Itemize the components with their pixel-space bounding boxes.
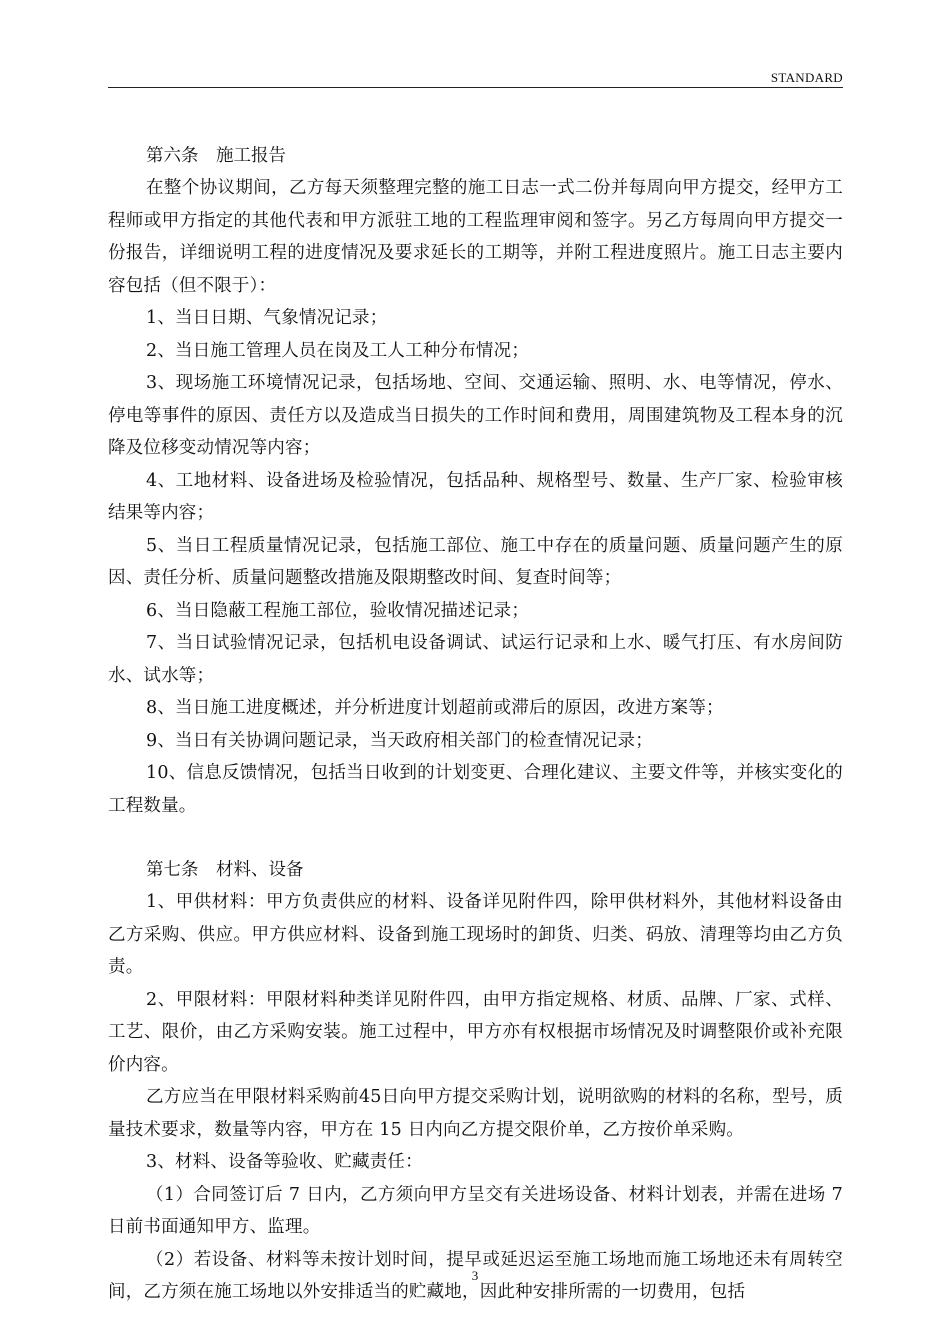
list-item: 8、当日施工进度概述，并分析进度计划超前或滞后的原因，改进方案等；	[146, 698, 724, 718]
paragraph: 1、甲供材料：甲方负责供应的材料、设备详见附件四，除甲供材料外，其他材料设备由乙方采购、供应。甲方供应材料、设备到施工现场时的卸货、归类、码放、清理等均由乙方负责。	[108, 892, 843, 977]
document-body	[108, 140, 843, 1309]
list-item: 1、当日日期、气象情况记录；	[146, 308, 388, 328]
header-text: STANDARD	[770, 70, 843, 85]
section-heading: 第六条 施工报告	[146, 146, 286, 166]
list-item: 9、当日有关协调问题记录，当天政府相关部门的检查情况记录；	[146, 730, 653, 751]
section-spacer	[108, 822, 843, 854]
list-item: 2、当日施工管理人员在岗及工人工种分布情况；	[146, 340, 530, 361]
page-header	[108, 70, 843, 86]
paragraph: 乙方应当在甲限材料采购前45日向甲方提交采购计划，说明欲购的材料的名称，型号，质量技术要求，数量等内容，甲方在 15 日内向乙方提交限价单，乙方按价单采购。	[108, 1087, 843, 1140]
section-6	[108, 140, 843, 822]
section-7	[108, 854, 843, 1309]
list-item: 10、信息反馈情况，包括当日收到的计划变更、合理化建议、主要文件等，并核实变化的工程数量。	[108, 763, 843, 816]
page-number: 3	[471, 1268, 479, 1283]
paragraph: 2、甲限材料：甲限材料种类详见附件四，由甲方指定规格、材质、品牌、厂家、式样、工艺、限价，由乙方采购安装。施工过程中，甲方亦有权根据市场情况及时调整限价或补充限价内容。	[108, 989, 843, 1075]
paragraph: （1）合同签订后 7 日内，乙方须向甲方呈交有关进场设备、材料计划表，并需在进场 7 日前书面通知甲方、监理。	[108, 1184, 843, 1237]
section-heading: 第七条 材料、设备	[146, 860, 304, 880]
list-item: 7、当日试验情况记录，包括机电设备调试、试运行记录和上水、暖气打压、有水房间防水、试水等；	[108, 633, 843, 686]
header-rule	[108, 87, 843, 88]
list-item: 5、当日工程质量情况记录，包括施工部位、施工中存在的质量问题、质量问题产生的原因、责任分析、质量问题整改措施及限期整改时间、复查时间等；	[108, 535, 843, 588]
paragraph: 3、材料、设备等验收、贮藏责任：	[146, 1152, 423, 1172]
paragraph: （2）若设备、材料等未按计划时间，提早或延迟运至施工场地而施工场地还未有周转空间，乙方须在施工场地以外安排适当的贮藏地，因此种安排所需的一切费用，包括	[108, 1249, 843, 1302]
list-item: 4、工地材料、设备进场及检验情况，包括品种、规格型号、数量、生产厂家、检验审核结果等内容；	[108, 470, 843, 523]
list-item: 6、当日隐蔽工程施工部位，验收情况描述记录；	[146, 600, 530, 621]
paragraph: 在整个协议期间，乙方每天须整理完整的施工日志一式二份并每周向甲方提交，经甲方工程师或甲方指定的其他代表和甲方派驻工地的工程监理审阅和签字。另乙方每周向甲方提交一份报告，详细说明工程的进度情况及要求延长的工期等，并附工程进度照片。施工日志主要内容包括（但不限于）：	[108, 178, 843, 296]
list-item: 3、现场施工环境情况记录，包括场地、空间、交通运输、照明、水、电等情况，停水、停电等事件的原因、责任方以及造成当日损失的工作时间和费用，周围建筑物及工程本身的沉降及位移变动情况等内容；	[108, 373, 843, 458]
